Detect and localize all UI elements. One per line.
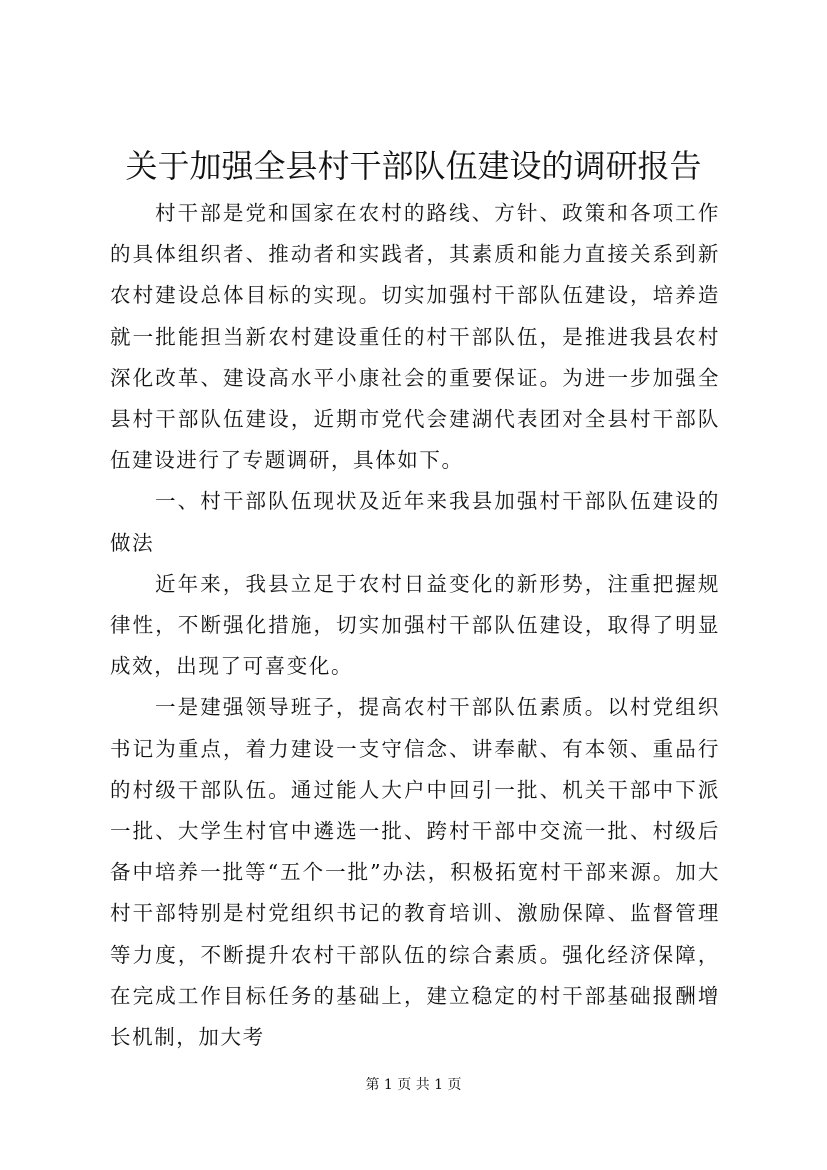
document-title: 关于加强全县村干部队伍建设的调研报告 xyxy=(125,147,702,185)
section-heading-1: 一、村干部队伍现状及近年来我县加强村干部队伍建设的做法 xyxy=(110,489,720,555)
paragraph-leadership: 一是建强领导班子，提高农村干部队伍素质。以村党组织书记为重点，着力建设一支守信念、讲奉献、有本领、重品行的村级干部队伍。通过能人大户中回引一批、机关干部中下派一批、大学生村官中遴选一批、跨村干部中交流一批、村级后备中培养一批等“五个一批”办法，积极拓宽村干部来源。加大村干部特别是村党组织书记的教育培训、激励保障、监督管理等力度，不断提升农村干部队伍的综合素质。强化经济保障，在完成工作目标任务的基础上，建立稳定的村干部基础报酬增长机制，加大考 xyxy=(110,695,720,1050)
page-footer: 第 1 页 共 1 页 xyxy=(365,1077,462,1093)
document-body xyxy=(110,193,720,1058)
paragraph-intro: 村干部是党和国家在农村的路线、方针、政策和各项工作的具体组织者、推动者和实践者，其素质和能力直接关系到新农村建设总体目标的实现。切实加强村干部队伍建设，培养造就一批能担当新农村建设重任的村干部队伍，是推进我县农村深化改革、建设高水平小康社会的重要保证。为进一步加强全县村干部队伍建设，近期市党代会建湖代表团对全县村干部队伍建设进行了专题调研，具体如下。 xyxy=(110,201,720,473)
paragraph-recent-years: 近年来，我县立足于农村日益变化的新形势，注重把握规律性，不断强化措施，切实加强村干部队伍建设，取得了明显成效，出现了可喜变化。 xyxy=(110,571,720,679)
